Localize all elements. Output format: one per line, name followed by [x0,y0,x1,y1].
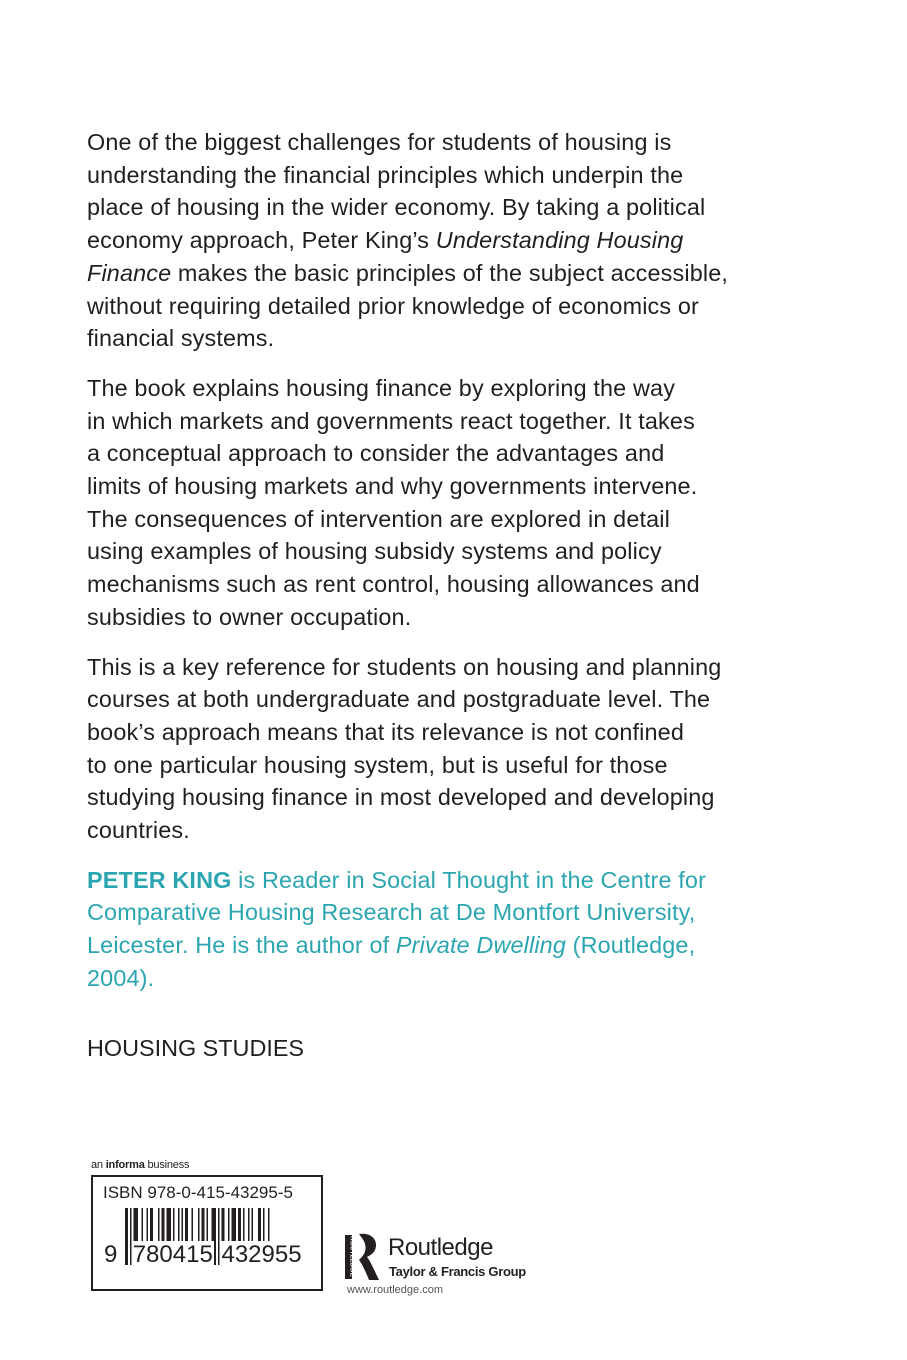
series-label: HOUSING STUDIES [87,1035,305,1061]
barcode-box [91,1175,323,1291]
text-line [87,372,847,405]
publisher-group: Taylor & Francis Group [389,1264,526,1279]
text-segment: The consequences of intervention are explored in detail [87,505,670,532]
text-segment: using examples of housing subsidy systems and policy [87,538,662,565]
publisher-name: Routledge [388,1234,493,1261]
text-segment: (Routledge, [566,932,696,959]
text-segment: financial systems. [87,325,275,352]
ean-digits: 9 780415 432955 [104,1241,302,1268]
text-segment: in which markets and governments react together. It takes [87,407,695,434]
description-paragraph [87,126,847,355]
text-line [87,535,847,568]
text-segment: 2004). [87,964,155,991]
text-segment: is Reader in Social Thought in the Centre for [231,866,707,893]
text-segment: One of the biggest challenges for students of housing is [87,129,672,155]
text-segment: courses at both undergraduate and postgraduate level. The [87,686,711,713]
text-line [87,651,847,684]
description-paragraph [87,372,847,634]
text-segment: economy approach, Peter King’s [87,227,436,254]
text-line [87,437,847,470]
text-segment: book’s approach means that its relevance is not confined [87,718,684,745]
italic-title: Private Dwelling [395,932,567,959]
isbn-label: ISBN 978-0-415-43295-5 [103,1183,293,1202]
author-name: PETER KING [87,866,232,893]
text-line [87,224,847,257]
text-line [87,470,847,503]
text-line [87,257,847,290]
text-line [87,864,847,897]
text-line [87,159,847,192]
italic-title: Understanding Housing [435,227,684,254]
text-segment: a conceptual approach to consider the advantages and [87,440,665,467]
text-line [87,716,847,749]
text-line [87,126,847,159]
informa-tagline: an informa business [91,1159,190,1171]
text-line [87,781,847,814]
text-line [87,683,847,716]
text-line [87,322,847,355]
text-segment: place of housing in the wider economy. By taking a political [87,194,706,221]
text-segment: Leicester. He is the author of [87,932,396,959]
text-segment: subsidies to owner occupation. [87,603,412,630]
text-line [87,568,847,601]
description-paragraph [87,651,847,847]
text-line [87,290,847,323]
text-line [87,405,847,438]
text-segment: studying housing finance in most developed and developing [87,784,715,811]
text-segment: countries. [87,817,190,844]
text-line [87,749,847,782]
text-line [87,814,847,847]
text-line [87,503,847,536]
text-segment: without requiring detailed prior knowledge of economics or [87,292,699,319]
text-segment: understanding the financial principles which underpin the [87,161,684,188]
text-line [87,929,847,962]
text-segment: This is a key reference for students on housing and planning [87,653,722,680]
text-segment: The book explains housing finance by exploring the way [87,374,676,401]
text-segment: limits of housing markets and why governments intervene. [87,473,698,500]
text-segment: to one particular housing system, but is useful for those [87,751,668,778]
text-line [87,601,847,634]
author-bio [87,864,847,995]
text-segment: Comparative Housing Research at De Montfort University, [87,899,696,926]
publisher-url[interactable]: www.routledge.com [347,1284,443,1296]
back-cover-text [87,126,847,1012]
italic-title: Finance [87,259,172,286]
text-line [87,896,847,929]
text-line [87,191,847,224]
text-segment: mechanisms such as rent control, housing allowances and [87,571,700,598]
svg-text:ROUTLEDGE: ROUTLEDGE [348,1236,356,1277]
text-line [87,962,847,995]
text-segment: makes the basic principles of the subject accessible, [171,259,729,286]
routledge-logo-icon [345,1232,381,1282]
